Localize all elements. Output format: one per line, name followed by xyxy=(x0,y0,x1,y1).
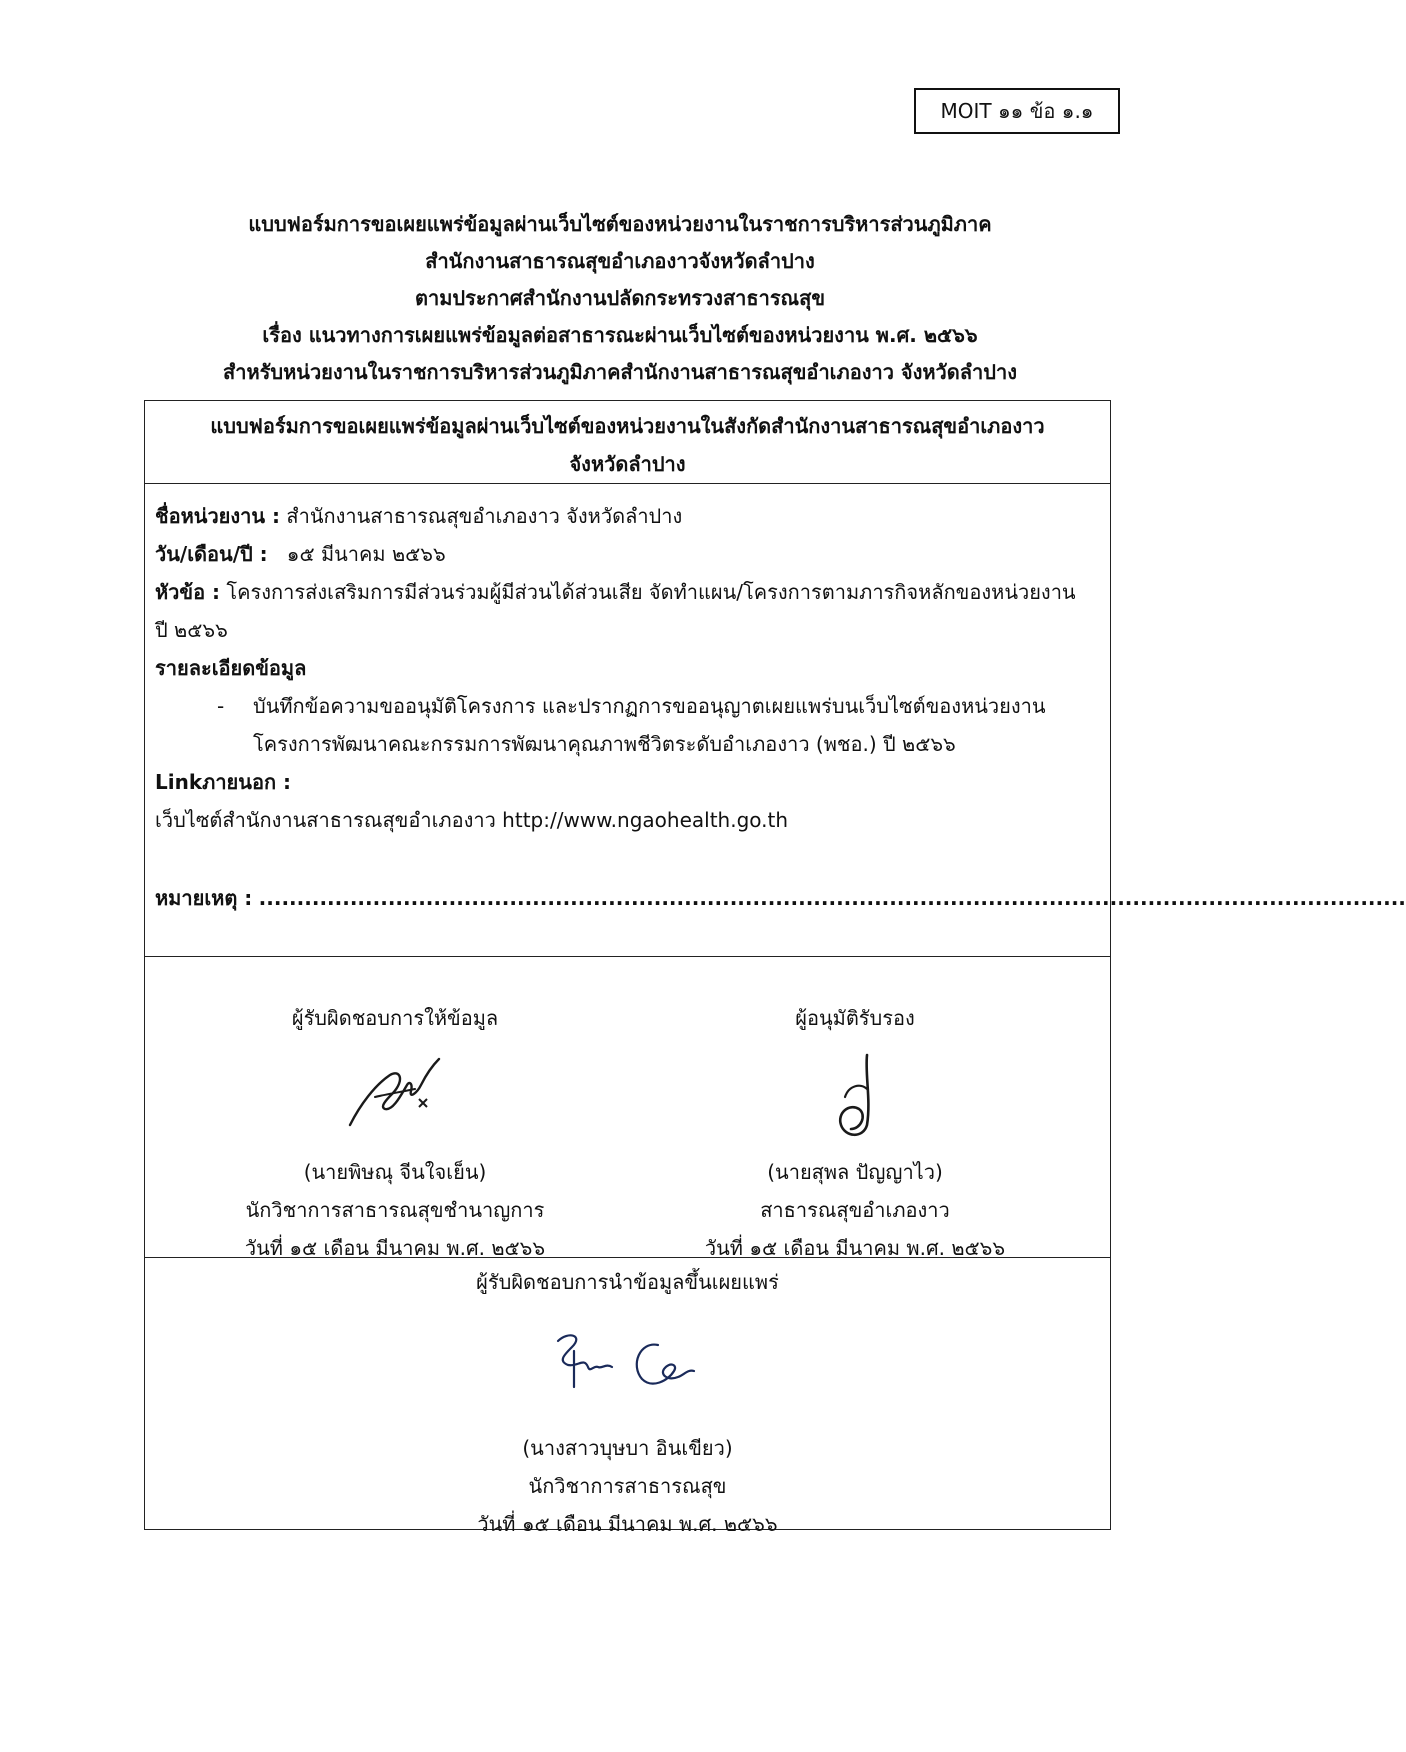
publisher-date: วันที่ ๑๕ เดือน มีนาคม พ.ศ. ๒๕๖๖ xyxy=(477,1512,778,1536)
blank-row xyxy=(155,839,1095,879)
note-label: หมายเหตุ : xyxy=(155,886,253,910)
topic-value-line-1: โครงการส่งเสริมการมีส่วนร่วมผู้มีส่วนได้ส่วนเสีย จัดทำแผน/โครงการตามภารกิจหลักของหน่วยงาน xyxy=(226,580,1076,604)
header-line-1: แบบฟอร์มการขอเผยแพร่ข้อมูลผ่านเว็บไซต์ของหน่วยงานในราชการบริหารส่วนภูมิภาค xyxy=(248,212,992,236)
agency-label: ชื่อหน่วยงาน : xyxy=(155,504,281,528)
divider-signatures xyxy=(145,956,1110,957)
form-title-line-1: แบบฟอร์มการขอเผยแพร่ข้อมูลผ่านเว็บไซต์ของหน่วยงานในสังกัดสำนักงานสาธารณสุขอำเภองาว xyxy=(210,414,1045,438)
approver-position: สาธารณสุขอำเภองาว xyxy=(760,1198,950,1222)
approver-signature-block xyxy=(645,999,1065,1267)
provider-role: ผู้รับผิดชอบการให้ข้อมูล xyxy=(291,1006,499,1030)
form-title-line-2: จังหวัดลำปาง xyxy=(569,452,686,476)
divider-publisher xyxy=(145,1257,1110,1258)
details-line-1: บันทึกข้อความขออนุมัติโครงการ และปรากฏการขออนุญาตเผยแพร่บนเว็บไซต์ของหน่วยงาน xyxy=(253,694,1046,718)
header-line-3: ตามประกาศสำนักงานปลัดกระทรวงสาธารณสุข xyxy=(414,286,825,310)
provider-date: วันที่ ๑๕ เดือน มีนาคม พ.ศ. ๒๕๖๖ xyxy=(244,1236,546,1260)
document-code: MOIT ๑๑ ข้อ ๑.๑ xyxy=(914,88,1120,134)
publisher-name: (นางสาวบุษบา อินเขียว) xyxy=(522,1436,733,1460)
details-line-2: โครงการพัฒนาคณะกรรมการพัฒนาคุณภาพชีวิตระดับอำเภองาว (พชอ.) ปี ๒๕๖๖ xyxy=(253,732,956,756)
header-line-4: เรื่อง แนวทางการเผยแพร่ข้อมูลต่อสาธารณะผ่านเว็บไซต์ของหน่วยงาน พ.ศ. ๒๕๖๖ xyxy=(262,323,978,347)
date-value: ๑๕ มีนาคม ๒๕๖๖ xyxy=(286,542,446,566)
agency-row xyxy=(155,497,1095,535)
form-title xyxy=(145,407,1110,483)
provider-position: นักวิชาการสาธารณสุขชำนาญการ xyxy=(245,1198,545,1222)
header-line-2: สำนักงานสาธารณสุขอำเภองาวจังหวัดลำปาง xyxy=(425,249,815,273)
publisher-role: ผู้รับผิดชอบการนำข้อมูลขึ้นเผยแพร่ xyxy=(476,1270,779,1294)
publisher-signature xyxy=(145,1301,1110,1429)
details-label: รายละเอียดข้อมูล xyxy=(155,656,307,680)
topic-value-line-2: ปี ๒๕๖๖ xyxy=(155,618,228,642)
topic-row xyxy=(155,573,1095,611)
approver-signature xyxy=(645,1037,1065,1153)
approver-role: ผู้อนุมัติรับรอง xyxy=(795,1006,915,1030)
link-value: เว็บไซต์สำนักงานสาธารณสุขอำเภองาว http://www.ngaohealth.go.th xyxy=(155,808,789,832)
publisher-signature-block xyxy=(145,1263,1110,1543)
provider-signature-block xyxy=(185,999,605,1267)
document-header xyxy=(60,206,1180,391)
details-item xyxy=(155,687,1095,725)
form-content xyxy=(155,497,1406,917)
note-row xyxy=(155,879,1406,917)
approver-date: วันที่ ๑๕ เดือน มีนาคม พ.ศ. ๒๕๖๖ xyxy=(704,1236,1006,1260)
publisher-position: นักวิชาการสาธารณสุข xyxy=(528,1474,727,1498)
note-value: ....................................................................................................................................................... xyxy=(258,886,1406,910)
form-frame xyxy=(144,400,1406,1536)
link-label: Linkภายนอก : xyxy=(155,770,292,794)
details-dash: - xyxy=(217,694,225,718)
date-label: วัน/เดือน/ปี : xyxy=(155,542,268,566)
divider-title xyxy=(145,483,1110,484)
topic-label: หัวข้อ : xyxy=(155,580,221,604)
date-row xyxy=(155,535,1095,573)
header-line-5: สำหรับหน่วยงานในราชการบริหารส่วนภูมิภาคสำนักงานสาธารณสุขอำเภองาว จังหวัดลำปาง xyxy=(223,360,1017,384)
agency-value: สำนักงานสาธารณสุขอำเภองาว จังหวัดลำปาง xyxy=(286,504,683,528)
provider-signature xyxy=(185,1037,605,1153)
provider-name: (นายพิษณุ จีนใจเย็น) xyxy=(303,1160,487,1184)
approver-name: (นายสุพล ปัญญาไว) xyxy=(767,1160,943,1184)
